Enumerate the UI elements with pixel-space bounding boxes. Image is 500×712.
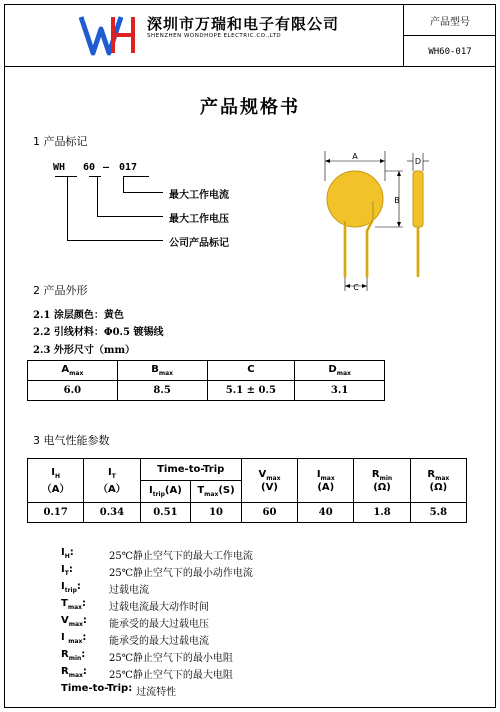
model-box [403, 5, 495, 67]
component-outline-drawing [315, 149, 445, 297]
section-heading-electrical: 3 电气性能参数 [33, 434, 110, 447]
definition-rmin: $R_{min}$: 25℃静止空气下的最小电阻 [61, 649, 233, 664]
definition-itrip: $I_{trip}$: 过载电流 [61, 581, 149, 596]
definition-tmax: $T_{max}$: 过载电流最大动作时间 [61, 598, 209, 613]
model-label: 产品型号 [404, 5, 496, 36]
elec-header-it: $I_T$ （A） [84, 459, 140, 503]
marking-label-current: 最大工作电流 [169, 190, 229, 201]
electrical-parameters-table [27, 458, 467, 523]
elec-value-it: 0.34 [84, 503, 140, 523]
marking-code-current: 017 [119, 162, 138, 173]
elec-value-vmax: 60 [241, 503, 297, 523]
elec-value-itrip: 0.51 [140, 503, 191, 523]
dimensions-table [27, 360, 385, 401]
dims-value-d: 3.1 [295, 381, 385, 401]
elec-header-vmax: $V_{max}$ (V) [241, 459, 297, 503]
elec-header-tmax: $T_{max}(S)$ [191, 481, 242, 503]
dims-value-c: 5.1 ± 0.5 [207, 381, 295, 401]
elec-value-ih: 0.17 [28, 503, 84, 523]
marking-code-prefix: WH [53, 162, 66, 173]
definition-ih: $I_H$: 25℃静止空气下的最大工作电流 [61, 547, 253, 562]
dims-header-a: $A_{max}$ [28, 361, 118, 381]
elec-value-rmin: 1.8 [354, 503, 410, 523]
marking-label-company: 公司产品标记 [169, 238, 229, 249]
company-name-en: SHENZHEN WONDHOPE ELECTRIC.CO.,LTD [147, 33, 282, 39]
elec-header-ih: $I_H$ （A） [28, 459, 84, 503]
definition-rmax: $R_{max}$: 25℃静止空气下的最大电阻 [61, 666, 233, 681]
marking-code-dash: — [103, 162, 110, 173]
spec-lead: 2.2 引线材料：Φ0.5 镀锡线 [33, 327, 164, 338]
dims-value-a: 6.0 [28, 381, 118, 401]
definition-vmax: $V_{max}$: 能承受的最大过载电压 [61, 615, 209, 630]
elec-value-rmax: 5.8 [410, 503, 466, 523]
definition-imax: I $_{max}$: 能承受的最大过载电流 [61, 632, 209, 647]
dims-header-b: $B_{max}$ [117, 361, 207, 381]
spec-coating: 2.1 涂层颜色：黄色 [33, 310, 124, 321]
definition-time-to-trip: Time-to-Trip: 过流特性 [61, 683, 177, 698]
dimension-label-c: C [353, 283, 359, 292]
elec-header-imax: $I_{max}$ (A) [298, 459, 354, 503]
varistor-body [327, 171, 383, 227]
elec-value-imax: 40 [298, 503, 354, 523]
dimension-label-b: B [394, 196, 400, 205]
company-name-cn: 深圳市万瑞和电子有限公司 [147, 15, 340, 33]
elec-header-rmin: $R_{min}$ (Ω) [354, 459, 410, 503]
elec-value-tmax: 10 [191, 503, 242, 523]
elec-header-time-to-trip: Time-to-Trip [140, 459, 241, 481]
elec-header-itrip: $I_{trip}(A)$ [140, 481, 191, 503]
company-logo [79, 11, 139, 59]
page-frame [4, 4, 496, 708]
elec-header-rmax: $R_{max}$ (Ω) [410, 459, 466, 503]
svg-text:WH: WH [83, 21, 85, 22]
dims-header-d: $D_{max}$ [295, 361, 385, 381]
document-header [5, 5, 495, 67]
section-heading-marking: 1 产品标记 [33, 135, 88, 148]
section-heading-appearance: 2 产品外形 [33, 284, 88, 297]
marking-label-voltage: 最大工作电压 [169, 214, 229, 225]
dimension-label-d: D [414, 157, 422, 166]
model-value: WH60-017 [428, 46, 472, 57]
dimension-label-a: A [352, 152, 358, 161]
definition-it: $I_T$: 25℃静止空气下的最小动作电流 [61, 564, 253, 579]
varistor-side-view [413, 171, 423, 227]
dims-header-c: C [207, 361, 295, 381]
spec-dims-title: 2.3 外形尺寸（mm） [33, 345, 136, 356]
marking-code-voltage: 60 [83, 162, 96, 173]
document-title: 产品规格书 [200, 97, 300, 118]
dims-value-b: 8.5 [117, 381, 207, 401]
